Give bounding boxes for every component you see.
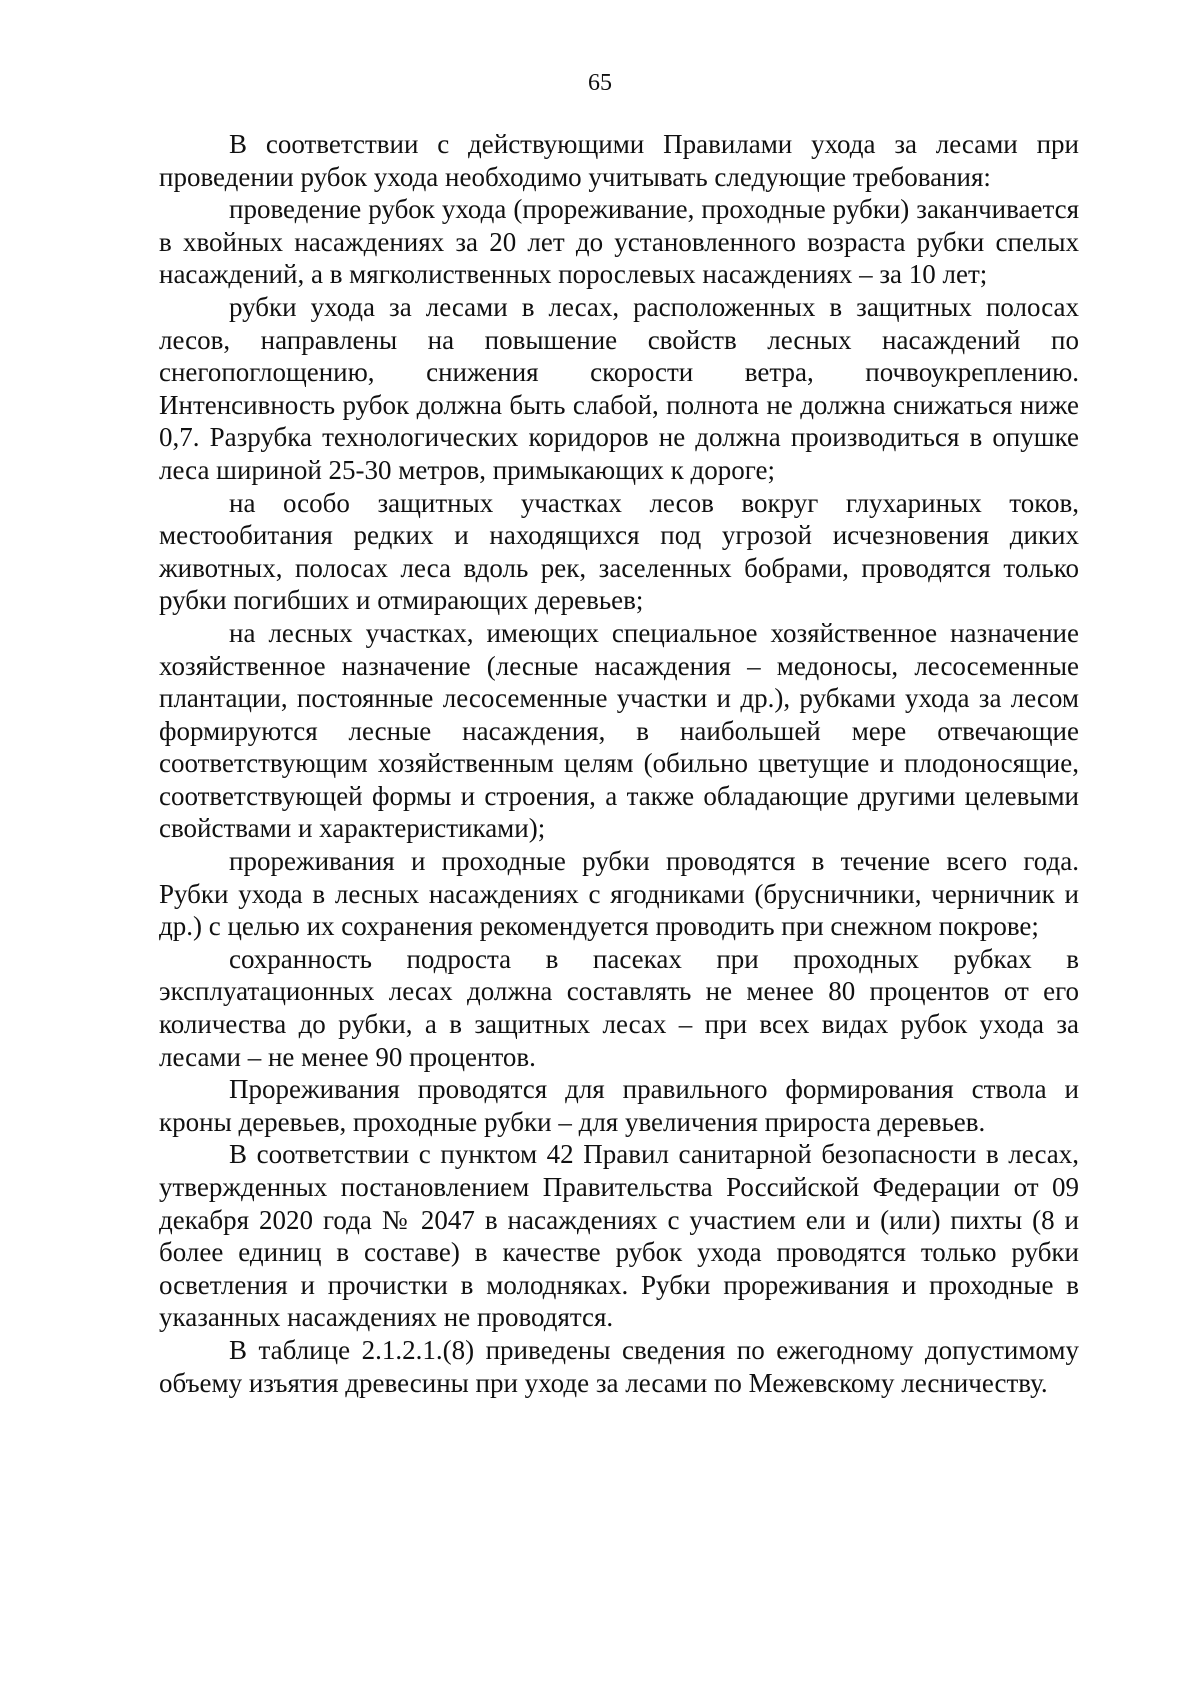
paragraph-berry-stands: прореживания и проходные рубки проводятся в течение всего года. Рубки ухода в лесных насаждениях с ягодниками (брусничники, черничник и др.) с целью их сохранения рекомендуется проводить при снежном покрове; [159, 846, 1079, 942]
paragraph-intro: В соответствии с действующими Правилами ухода за лесами при проведении рубок ухода необходимо учитывать следующие требования: [159, 129, 1079, 192]
paragraph-protective-strips: рубки ухода за лесами в лесах, расположенных в защитных полосах лесов, направлены на повышение свойств лесных насаждений по снегопоглощению, снижения скорости ветра, почвоукреплению. Интенсивность рубок должна быть слабой, полнота не должна снижаться ниже 0,7. Разрубка технологических коридоров не должна производиться в опушке леса шириной 25-30 метров, примыкающих к дороге; [159, 291, 1079, 485]
paragraph-special-purpose-plots: на лесных участках, имеющих специальное хозяйственное назначение хозяйственное назначение (лесные насаждения – медоносы, лесосеменные плантации, постоянные лесосеменные участки и др.), рубками ухода за лесом формируются лесные насаждения, в наибольшей мере отвечающие соответствующим хозяйственным целям (обильно цветущие и плодоносящие, соответствующей формы и строения, а также обладающие другими целевыми свойствами и характеристиками); [159, 617, 1079, 844]
paragraph-thinning-terms: проведение рубок ухода (прореживание, проходные рубки) заканчивается в хвойных насаждениях за 20 лет до установленного возраста рубки спелых насаждений, а в мягколиственных порослевых насаждениях – за 10 лет; [159, 194, 1079, 290]
document-body [159, 128, 1079, 1399]
paragraph-special-protected-areas: на особо защитных участках лесов вокруг глухариных токов, местообитания редких и находящихся под угрозой исчезновения диких животных, полосах леса вдоль рек, заселенных бобрами, проводятся только рубки погибших и отмирающих деревьев; [159, 487, 1079, 616]
page-number: 65 [588, 70, 612, 96]
paragraph-thinning-purpose: Прореживания проводятся для правильного формирования ствола и кроны деревьев, проходные рубки – для увеличения прироста деревьев. [159, 1074, 1079, 1137]
paragraph-sanitary-rules: В соответствии с пунктом 42 Правил санитарной безопасности в лесах, утвержденных постановлением Правительства Российской Федерации от 09 декабря 2020 года № 2047 в насаждениях с участием ели и (или) пихты (8 и более единиц в составе) в качестве рубок ухода проводятся только рубки осветления и прочистки в молодняках. Рубки прореживания и проходные в указанных насаждениях не проводятся. [159, 1139, 1079, 1333]
paragraph-table-reference: В таблице 2.1.2.1.(8) приведены сведения по ежегодному допустимому объему изъятия древесины при уходе за лесами по Межевскому лесничеству. [159, 1334, 1079, 1398]
paragraph-undergrowth-preservation: сохранность подроста в пасеках при проходных рубках в эксплуатационных лесах должна составлять не менее 80 процентов от его количества до рубки, а в защитных лесах – при всех видах рубок ухода за лесами – не менее 90 процентов. [159, 943, 1079, 1072]
